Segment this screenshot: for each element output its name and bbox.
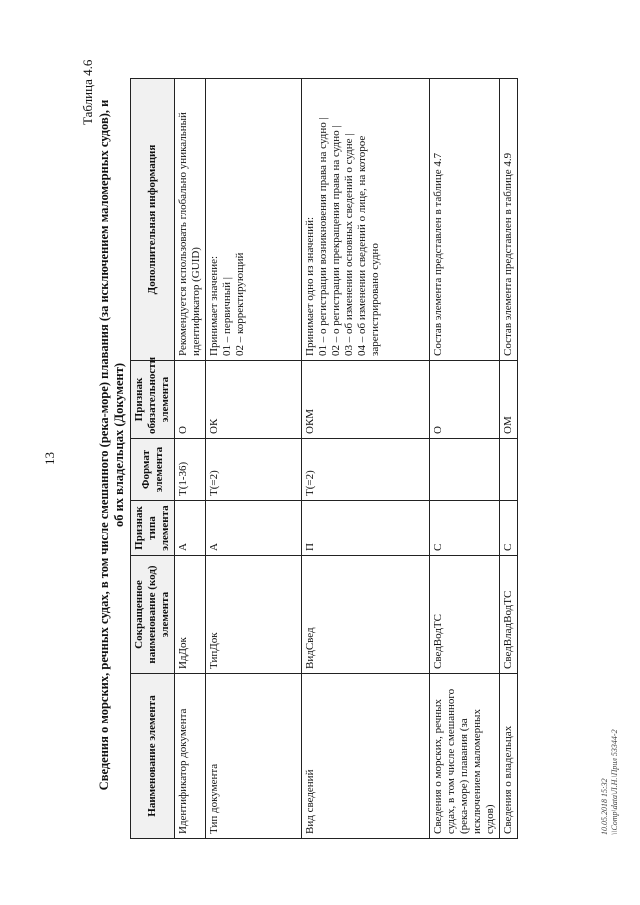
info-line: Принимает одно из значений: <box>304 216 316 356</box>
cell-type: П <box>302 501 430 556</box>
table-number: Таблица 4.6 <box>80 59 95 125</box>
info-line: 02 – о регистрации прекращения права на судно | <box>330 125 342 356</box>
table-title: Сведения о морских, речных судах, в том числе смешанного (река-море) плавания (за исключением маломерных судов), и об их владельцах (Документ) <box>97 99 126 791</box>
info-line: Рекомендуется использовать глобально уникальный идентификатор (GUID) <box>177 112 202 356</box>
cell-required: ОМ <box>500 361 518 439</box>
cell-format <box>500 439 518 501</box>
cell-info <box>430 79 500 361</box>
cell-code: ИдДок <box>175 556 206 674</box>
cell-type: С <box>500 501 518 556</box>
cell-required: ОК <box>206 361 302 439</box>
stamp-date: 10.05.2018 15:32 <box>600 778 609 835</box>
cell-format: Т(=2) <box>206 439 302 501</box>
cell-code: ТипДок <box>206 556 302 674</box>
cell-format: Т(1-36) <box>175 439 206 501</box>
cell-name: Сведения о морских, речных судах, в том числе смешанного (река-море) плавания (за исключением маломерных судов) <box>430 674 500 839</box>
cell-format <box>430 439 500 501</box>
table-row <box>206 79 302 839</box>
table-row <box>500 79 518 839</box>
header-format: Формат элемента <box>131 439 175 501</box>
header-name: Наименование элемента <box>131 674 175 839</box>
cell-code: СведВодТС <box>430 556 500 674</box>
cell-type: А <box>206 501 302 556</box>
cell-name: Вид сведений <box>302 674 430 839</box>
stamp-path: \\Comp\data\Л.Н.\Прил 53344-2 <box>610 729 619 835</box>
cell-type: С <box>430 501 500 556</box>
cell-code: ВидСвед <box>302 556 430 674</box>
table-row <box>302 79 430 839</box>
cell-required: О <box>430 361 500 439</box>
info-line: Принимает значение: <box>208 255 220 356</box>
page-number: 13 <box>42 452 57 465</box>
info-line: Состав элемента представлен в таблице 4.9 <box>502 152 514 356</box>
cell-required: О <box>175 361 206 439</box>
table-row <box>175 79 206 839</box>
info-line: 01 – первичный | <box>221 277 233 356</box>
cell-required: ОКМ <box>302 361 430 439</box>
cell-name: Сведения о владельцах <box>500 674 518 839</box>
cell-info <box>206 79 302 361</box>
cell-info <box>500 79 518 361</box>
info-line: Состав элемента представлен в таблице 4.7 <box>432 152 444 356</box>
header-required: Признак обязательности элемента <box>131 361 175 439</box>
elements-table <box>130 78 518 839</box>
cell-name: Тип документа <box>206 674 302 839</box>
header-type: Признак типа элемента <box>131 501 175 556</box>
print-stamp <box>600 729 620 835</box>
cell-type: А <box>175 501 206 556</box>
cell-code: СведВладВодТС <box>500 556 518 674</box>
info-line: 03 – об изменении основных сведений о судне | <box>343 133 355 356</box>
table-header-row <box>131 79 175 839</box>
header-code: Сокращенное наименование (код) элемента <box>131 556 175 674</box>
cell-format: Т(=2) <box>302 439 430 501</box>
cell-name: Идентификатор документа <box>175 674 206 839</box>
info-line: 01 – о регистрации возникновения права на судно | <box>317 117 329 356</box>
table-row <box>430 79 500 839</box>
cell-info <box>175 79 206 361</box>
cell-info <box>302 79 430 361</box>
info-line: 02 – корректирующий <box>234 252 246 356</box>
info-line: 04 – об изменении сведений о лице, на которое зарегистрировано судно <box>356 135 381 356</box>
header-info: Дополнительная информация <box>131 79 175 361</box>
